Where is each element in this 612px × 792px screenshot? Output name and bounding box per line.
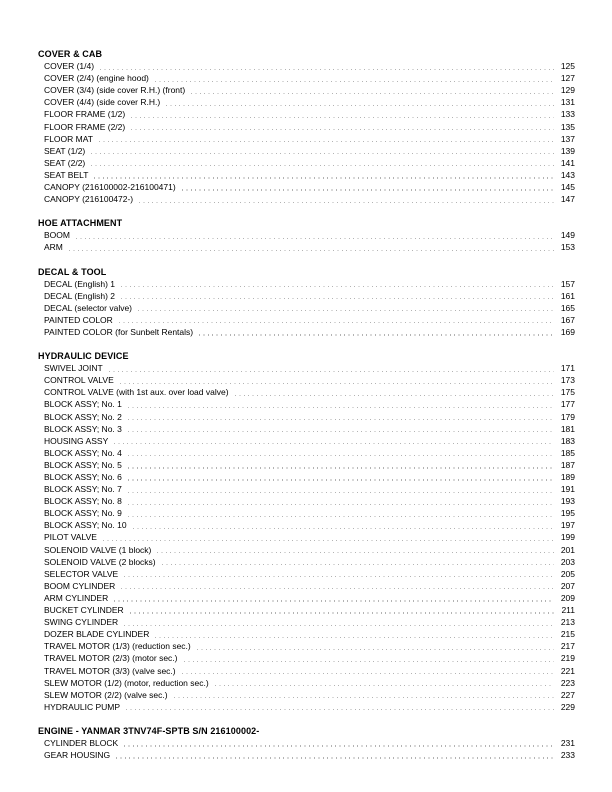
entry-page: 147 (560, 194, 575, 205)
entry-page: 143 (560, 169, 575, 180)
entry-label: BLOCK ASSY; No. 8 (44, 496, 122, 507)
entry-label: COVER (3/4) (side cover R.H.) (front) (44, 85, 186, 96)
dot-leader (139, 202, 554, 203)
toc-entry[interactable] (38, 169, 575, 181)
entry-page: 217 (560, 641, 575, 652)
dot-leader (130, 612, 554, 613)
entry-label: SEAT (1/2) (44, 145, 86, 156)
dot-leader (116, 757, 554, 758)
section-title: HOE ATTACHMENT (38, 218, 123, 229)
dot-leader (128, 419, 554, 420)
entry-label: SEAT (2/2) (44, 157, 86, 168)
toc-entry[interactable] (38, 495, 575, 507)
dot-leader (124, 625, 554, 626)
toc-entry[interactable] (38, 96, 575, 108)
toc (38, 48, 575, 761)
dot-leader (184, 661, 554, 662)
dot-leader (166, 105, 554, 106)
dot-leader (100, 69, 554, 70)
entry-page: 125 (560, 61, 575, 72)
entry-page: 223 (560, 677, 575, 688)
entry-label: BUCKET CYLINDER (44, 605, 124, 616)
dot-leader (182, 189, 554, 190)
dot-leader (121, 298, 554, 299)
dot-leader (131, 129, 554, 130)
dot-leader (124, 745, 554, 746)
entry-label: DECAL (selector valve) (44, 302, 133, 313)
entry-label: SOLENOID VALVE (2 blocks) (44, 556, 156, 567)
entry-page: 189 (560, 472, 575, 482)
toc-entry[interactable] (38, 60, 575, 72)
entry-page: 129 (560, 85, 575, 96)
entry-label: SLEW MOTOR (1/2) (motor, reduction sec.) (44, 677, 209, 688)
dot-leader (174, 697, 554, 698)
entry-label: COVER (4/4) (side cover R.H.) (44, 97, 161, 108)
entry-label: PAINTED COLOR (for Sunbelt Rentals) (44, 326, 194, 337)
entry-label: CYLINDER BLOCK (44, 737, 119, 748)
toc-entry[interactable] (38, 72, 575, 84)
toc-entry[interactable] (38, 749, 575, 761)
entry-label: BOOM CYLINDER (44, 580, 116, 591)
entry-label: SLEW MOTOR (2/2) (valve sec.) (44, 689, 168, 700)
dot-leader (128, 455, 554, 456)
toc-entry[interactable] (38, 471, 575, 483)
entry-label: SELECTOR VALVE (44, 568, 119, 579)
toc-entry[interactable] (38, 133, 575, 145)
toc-entry[interactable] (38, 628, 575, 640)
toc-entry[interactable] (38, 737, 575, 749)
dot-leader (99, 141, 554, 142)
entry-label: BLOCK ASSY; No. 6 (44, 472, 122, 482)
entry-label: BLOCK ASSY; No. 5 (44, 459, 122, 470)
entry-label: PAINTED COLOR (44, 314, 113, 325)
toc-entry[interactable] (38, 592, 575, 604)
entry-page: 203 (560, 556, 575, 567)
toc-entry[interactable] (38, 544, 575, 556)
section-entries (38, 737, 575, 761)
entry-label: BLOCK ASSY; No. 2 (44, 411, 122, 422)
toc-entry[interactable] (38, 398, 575, 410)
entry-label: SWING CYLINDER (44, 617, 119, 628)
toc-entry[interactable] (38, 459, 575, 471)
dot-leader (69, 250, 554, 251)
toc-entry[interactable] (38, 302, 575, 314)
entry-page: 135 (560, 121, 575, 132)
section-entries (38, 60, 575, 205)
toc-entry[interactable] (38, 640, 575, 652)
entry-page: 229 (560, 701, 575, 712)
entry-page: 211 (561, 605, 575, 616)
entry-page: 221 (560, 665, 575, 676)
toc-section (38, 217, 575, 253)
entry-label: HYDRAULIC PUMP (44, 701, 121, 712)
dot-leader (120, 383, 554, 384)
entry-label: FLOOR FRAME (2/2) (44, 121, 126, 132)
entry-page: 175 (560, 387, 575, 398)
entry-label: CONTROL VALVE (with 1st aux. over load valve) (44, 387, 229, 398)
entry-label: CANOPY (216100002-216100471) (44, 182, 176, 193)
entry-page: 183 (560, 435, 575, 446)
toc-entry[interactable] (38, 507, 575, 519)
entry-page: 227 (560, 689, 575, 700)
toc-entry[interactable] (38, 108, 575, 120)
entry-page: 199 (560, 532, 575, 543)
toc-entry[interactable] (38, 193, 575, 205)
section-title: COVER & CAB (38, 49, 103, 59)
entry-label: SEAT BELT (44, 169, 89, 180)
entry-label: TRAVEL MOTOR (2/3) (motor sec.) (44, 653, 178, 664)
entry-label: DECAL (English) 2 (44, 290, 116, 301)
entry-page: 177 (560, 399, 575, 410)
entry-label: BOOM (44, 230, 70, 241)
toc-entry[interactable] (38, 568, 575, 580)
entry-page: 205 (560, 568, 575, 579)
toc-entry[interactable] (38, 290, 575, 302)
entry-page: 195 (560, 508, 575, 519)
entry-page: 233 (560, 750, 575, 761)
entry-page: 185 (560, 447, 575, 458)
dot-leader (121, 588, 554, 589)
entry-page: 161 (560, 290, 575, 301)
dot-leader (138, 310, 554, 311)
entry-label: BLOCK ASSY; No. 9 (44, 508, 122, 519)
entry-label: HOUSING ASSY (44, 435, 109, 446)
entry-page: 171 (560, 363, 575, 374)
dot-leader (133, 528, 554, 529)
dot-leader (109, 371, 554, 372)
toc-entry[interactable] (38, 121, 575, 133)
entry-page: 165 (560, 302, 575, 313)
entry-label: ARM CYLINDER (44, 592, 109, 603)
entry-page: 131 (560, 97, 575, 108)
entry-label: TRAVEL MOTOR (3/3) (valve sec.) (44, 665, 176, 676)
entry-page: 137 (560, 133, 575, 144)
toc-entry[interactable] (38, 145, 575, 157)
entry-page: 169 (560, 326, 575, 337)
entry-label: FLOOR FRAME (1/2) (44, 109, 126, 120)
entry-page: 207 (560, 580, 575, 591)
entry-label: CONTROL VALVE (44, 375, 114, 386)
entry-label: BLOCK ASSY; No. 7 (44, 484, 122, 495)
toc-entry[interactable] (38, 604, 575, 616)
dot-leader (197, 649, 554, 650)
dot-leader (215, 685, 554, 686)
dot-leader (119, 322, 554, 323)
toc-entry[interactable] (38, 689, 575, 701)
entry-page: 201 (560, 544, 575, 555)
toc-entry[interactable] (38, 556, 575, 568)
toc-entry[interactable] (38, 531, 575, 543)
dot-leader (76, 238, 554, 239)
dot-leader (103, 540, 554, 541)
entry-page: 173 (560, 375, 575, 386)
dot-leader (121, 286, 554, 287)
toc-entry[interactable] (38, 447, 575, 459)
section-title: HYDRAULIC DEVICE (38, 351, 129, 362)
entry-page: 215 (560, 629, 575, 640)
dot-leader (191, 93, 554, 94)
dot-leader (128, 467, 554, 468)
toc-entry[interactable] (38, 483, 575, 495)
section-entries (38, 229, 575, 253)
entry-page: 231 (560, 737, 575, 748)
dot-leader (199, 334, 554, 335)
entry-page: 139 (560, 145, 575, 156)
entry-page: 209 (560, 592, 575, 603)
entry-page: 127 (560, 73, 575, 84)
dot-leader (155, 637, 554, 638)
entry-label: TRAVEL MOTOR (1/3) (reduction sec.) (44, 641, 191, 652)
entry-label: ARM (44, 242, 63, 253)
toc-entry[interactable] (38, 326, 575, 338)
entry-page: 149 (560, 230, 575, 241)
toc-entry[interactable] (38, 241, 575, 253)
toc-section (38, 266, 575, 339)
entry-label: BLOCK ASSY; No. 1 (44, 399, 122, 410)
dot-leader (128, 504, 554, 505)
toc-entry[interactable] (38, 616, 575, 628)
dot-leader (182, 673, 554, 674)
entry-page: 187 (560, 459, 575, 470)
toc-entry[interactable] (38, 665, 575, 677)
entry-label: BLOCK ASSY; No. 3 (44, 423, 122, 434)
section-title: DECAL & TOOL (38, 266, 107, 277)
dot-leader (162, 564, 554, 565)
entry-label: PILOT VALVE (44, 532, 97, 543)
toc-entry[interactable] (38, 229, 575, 241)
toc-entry[interactable] (38, 580, 575, 592)
dot-leader (128, 407, 554, 408)
dot-leader (124, 576, 554, 577)
entry-page: 145 (560, 182, 575, 193)
toc-entry[interactable] (38, 374, 575, 386)
toc-entry[interactable] (38, 435, 575, 447)
toc-entry[interactable] (38, 519, 575, 531)
entry-page: 157 (560, 278, 575, 289)
dot-leader (155, 81, 554, 82)
dot-leader (91, 153, 554, 154)
entry-page: 213 (560, 617, 575, 628)
entry-label: COVER (1/4) (44, 61, 95, 72)
entry-page: 167 (560, 314, 575, 325)
dot-leader (94, 177, 554, 178)
entry-page: 141 (560, 157, 575, 168)
entry-page: 179 (560, 411, 575, 422)
dot-leader (128, 492, 554, 493)
entry-page: 197 (560, 520, 575, 531)
toc-entry[interactable] (38, 701, 575, 713)
toc-entry[interactable] (38, 411, 575, 423)
entry-page: 153 (560, 242, 575, 253)
entry-label: DOZER BLADE CYLINDER (44, 629, 150, 640)
dot-leader (157, 552, 554, 553)
toc-entry[interactable] (38, 157, 575, 169)
entry-page: 191 (560, 484, 575, 495)
entry-label: GEAR HOUSING (44, 750, 111, 761)
dot-leader (128, 479, 554, 480)
entry-page: 193 (560, 496, 575, 507)
entry-label: SOLENOID VALVE (1 block) (44, 544, 152, 555)
entry-label: COVER (2/4) (engine hood) (44, 73, 149, 84)
dot-leader (114, 443, 554, 444)
entry-label: FLOOR MAT (44, 133, 93, 144)
entry-label: SWIVEL JOINT (44, 363, 103, 374)
entry-page: 133 (560, 109, 575, 120)
toc-section (38, 48, 575, 205)
dot-leader (91, 165, 554, 166)
dot-leader (128, 516, 554, 517)
section-entries (38, 278, 575, 338)
entry-page: 181 (560, 423, 575, 434)
dot-leader (126, 709, 554, 710)
dot-leader (114, 600, 554, 601)
entry-label: CANOPY (216100472-) (44, 194, 134, 205)
dot-leader (235, 395, 554, 396)
toc-entry[interactable] (38, 386, 575, 398)
toc-section (38, 725, 575, 761)
section-title: ENGINE - YANMAR 3TNV74F-SPTB S/N 216100002- (38, 725, 260, 736)
entry-label: BLOCK ASSY; No. 4 (44, 447, 122, 458)
toc-section (38, 350, 575, 713)
toc-entry[interactable] (38, 84, 575, 96)
toc-entry[interactable] (38, 181, 575, 193)
toc-entry[interactable] (38, 362, 575, 374)
section-entries (38, 362, 575, 713)
toc-entry[interactable] (38, 278, 575, 290)
toc-entry[interactable] (38, 677, 575, 689)
entry-label: BLOCK ASSY; No. 10 (44, 520, 127, 531)
dot-leader (128, 431, 554, 432)
entry-page: 219 (560, 653, 575, 664)
toc-entry[interactable] (38, 652, 575, 664)
dot-leader (131, 117, 554, 118)
entry-label: DECAL (English) 1 (44, 278, 116, 289)
toc-entry[interactable] (38, 423, 575, 435)
toc-entry[interactable] (38, 314, 575, 326)
